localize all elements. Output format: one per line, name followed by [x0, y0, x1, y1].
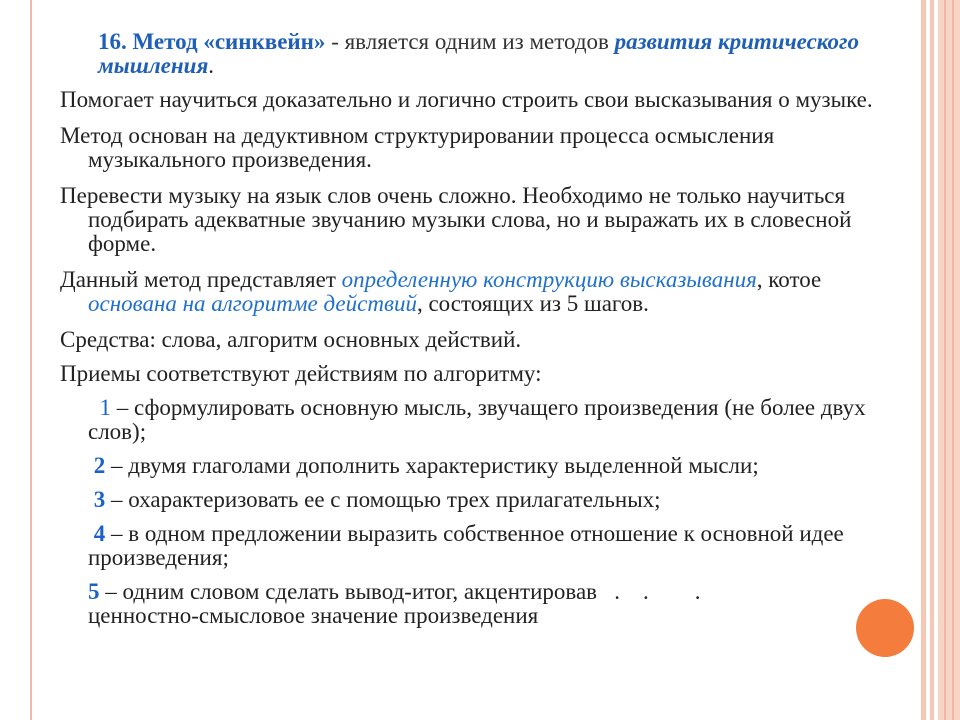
p4-part-a: Данный метод представляет — [60, 267, 342, 292]
step-5-number: 5 — [88, 579, 100, 604]
paragraph-6: Приемы соответствуют действиям по алгоритму: — [60, 361, 542, 386]
right-stripe-line-1 — [944, 0, 946, 720]
step-4-text: – в одном предложении выразить собственное отношение к основной идее произведения; — [88, 521, 844, 570]
p4-part-c: , котое — [756, 267, 822, 292]
slide-body — [60, 30, 910, 628]
p4-highlight-algorithm: основана на алгоритме действий — [88, 291, 417, 316]
step-5-dots: . . . — [597, 579, 701, 604]
right-stripe-1 — [921, 0, 926, 720]
step-5-text-a: – одним словом сделать вывод-итог, акцентировав — [99, 579, 598, 604]
paragraph-1: Помогает научиться доказательно и логично строить свои высказывания о музыке. — [60, 87, 873, 112]
step-3 — [60, 488, 910, 512]
step-5 — [60, 580, 910, 628]
step-3-number: 3 — [93, 487, 106, 512]
step-2-number: 2 — [93, 453, 106, 478]
step-4 — [60, 522, 910, 570]
slide-title — [60, 30, 910, 78]
paragraph-4 — [60, 268, 910, 316]
p4-part-e: , состоящих из 5 шагов. — [416, 291, 649, 316]
paragraph-2: Метод основан на дедуктивном структурировании процесса осмысления музыкального произведения. — [60, 123, 775, 172]
title-end: . — [208, 53, 215, 78]
title-prefix: 16. Метод «синквейн» — [98, 29, 326, 54]
step-5-text-b: ценностно-смысловое значение произведения — [88, 603, 539, 628]
step-1 — [60, 396, 910, 444]
step-2 — [60, 454, 910, 478]
step-2-text: – двумя глаголами дополнить характеристику выделенной мысли; — [105, 453, 759, 478]
step-3-text: – охарактеризовать ее с помощью трех прилагательных; — [105, 487, 661, 512]
p4-highlight-construction: определенную конструкцию высказывания — [341, 267, 757, 292]
right-stripe-2 — [930, 0, 934, 720]
title-middle: - является одним из методов — [325, 29, 615, 54]
right-stripe-band — [938, 0, 960, 720]
step-4-number: 4 — [93, 521, 106, 546]
right-stripe-line-2 — [952, 0, 954, 720]
paragraph-5: Средства: слова, алгоритм основных действий. — [60, 327, 522, 352]
title-highlight: развития критического мышления — [98, 29, 860, 78]
paragraph-3: Перевести музыку на язык слов очень сложно. Необходимо не только научиться подбирать адекватные звучанию музыки слова, но и выражать их в словесной форме. — [60, 183, 852, 256]
step-1-number: 1 — [99, 395, 111, 420]
step-1-text: – сформулировать основную мысль, звучащего произведения (не более двух слов); — [88, 395, 866, 444]
left-margin-rule — [30, 0, 32, 720]
